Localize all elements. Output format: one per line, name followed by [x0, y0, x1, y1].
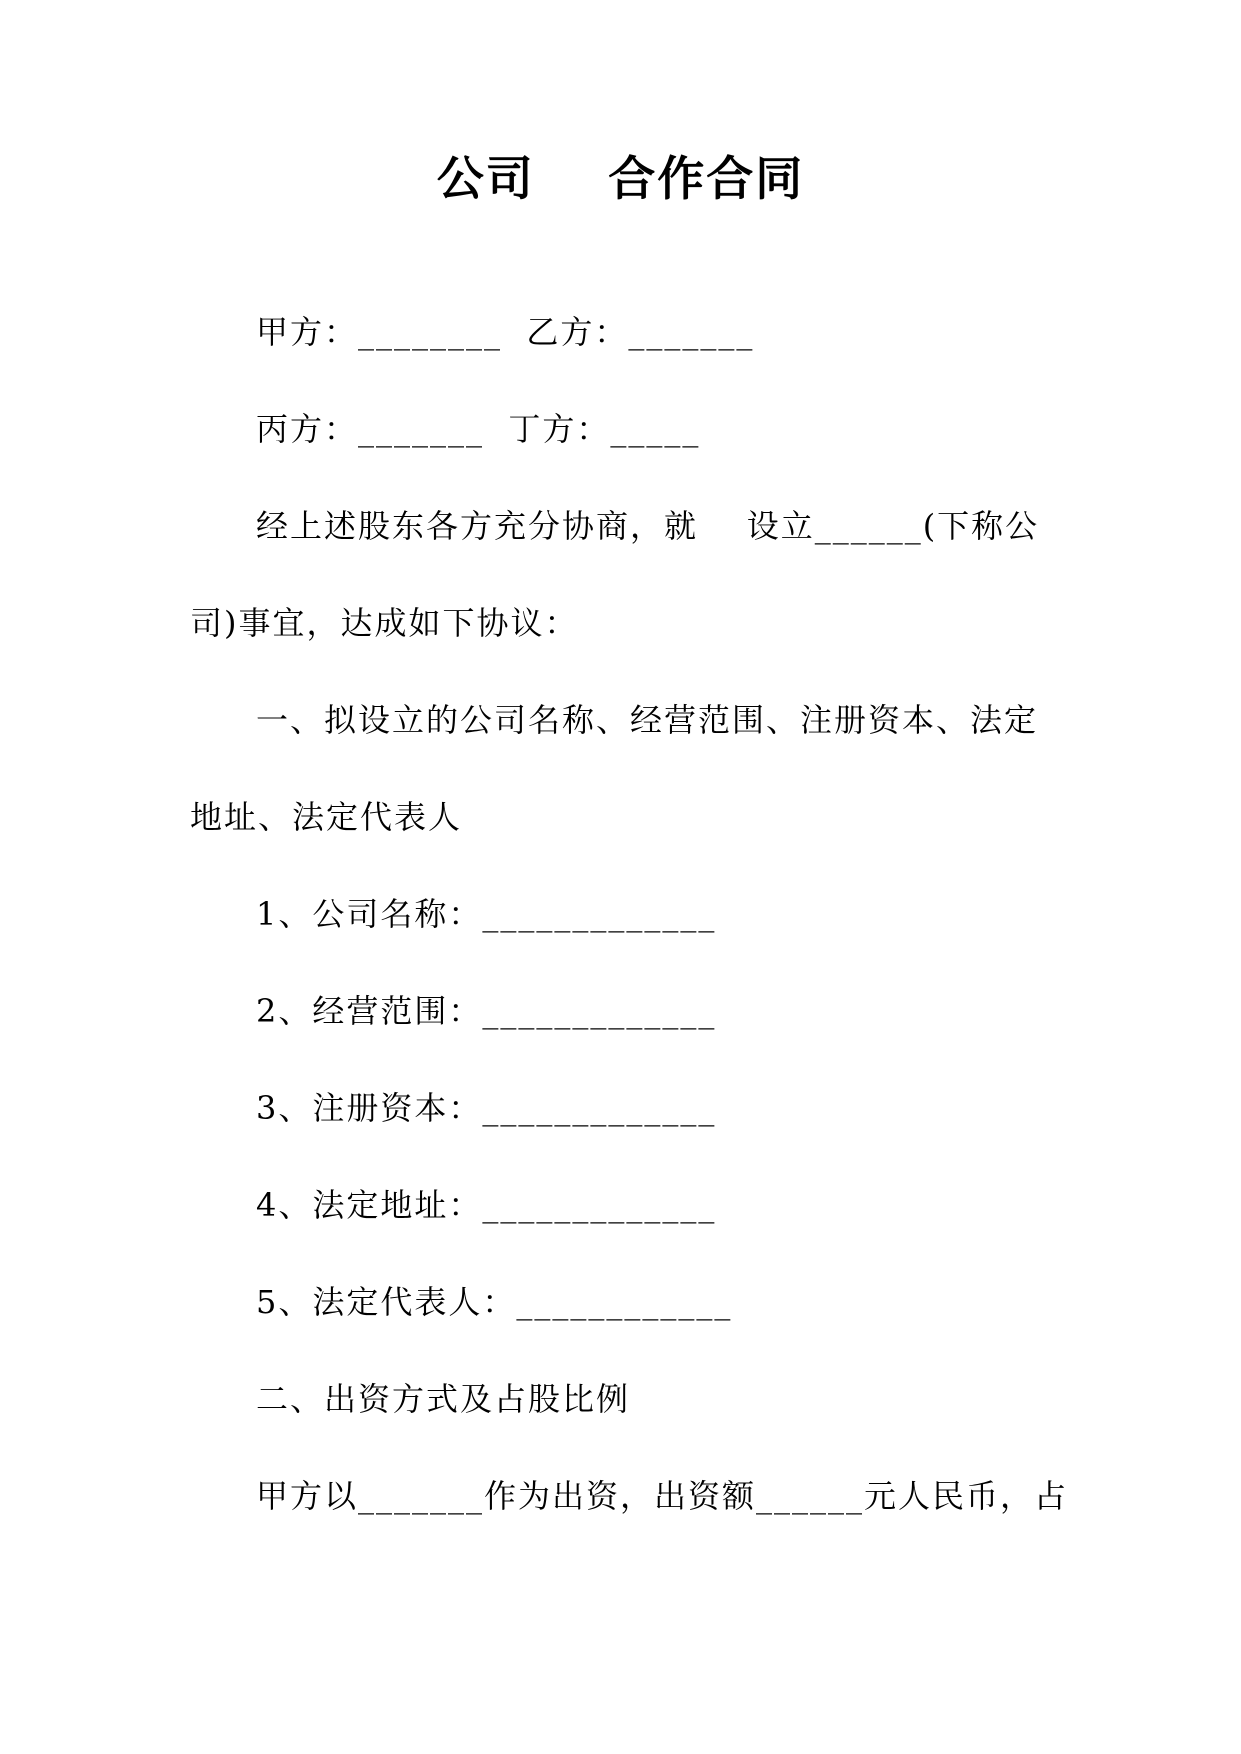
party-a-b-line: 甲方：________ 乙方：_______ — [256, 313, 755, 351]
section-one-heading-line-2: 地址、法定代表人 — [190, 798, 463, 836]
preamble-line-1: 经上述股东各方充分协商，就 设立______(下称公 — [256, 507, 1040, 545]
section-one-heading-line-1: 一、拟设立的公司名称、经营范围、注册资本、法定 — [256, 701, 1039, 739]
legal-address-item: 4、法定地址：_____________ — [256, 1186, 717, 1224]
legal-representative-item: 5、法定代表人：____________ — [256, 1283, 733, 1321]
preamble-line-2: 司)事宜，达成如下协议： — [190, 604, 579, 642]
section-two-heading: 二、出资方式及占股比例 — [256, 1380, 631, 1418]
company-name-item: 1、公司名称：_____________ — [256, 895, 717, 933]
party-c-d-line: 丙方：_______ 丁方：_____ — [256, 410, 701, 448]
contract-title: 公司 合作合同 — [436, 152, 805, 207]
party-a-contribution-line: 甲方以_______作为出资，出资额______元人民币，占 — [256, 1477, 1069, 1515]
registered-capital-item: 3、注册资本：_____________ — [256, 1089, 717, 1127]
business-scope-item: 2、经营范围：_____________ — [256, 992, 717, 1030]
